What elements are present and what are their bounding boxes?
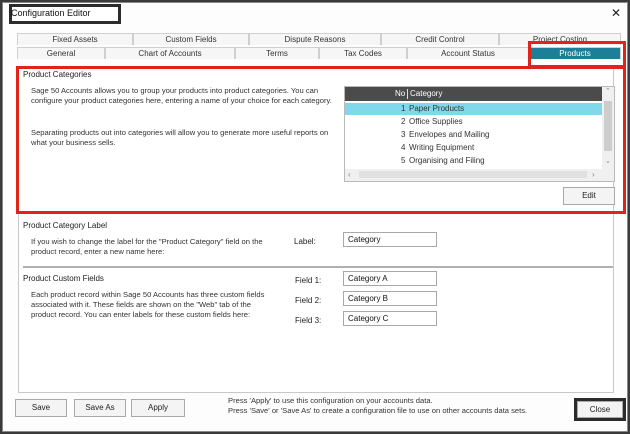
section-divider: [23, 266, 613, 268]
tab-account-status[interactable]: Account Status: [407, 47, 529, 59]
tab-products[interactable]: Products: [529, 47, 621, 59]
tab-general[interactable]: General: [17, 47, 105, 59]
edit-category-button[interactable]: Edit: [563, 187, 615, 205]
column-header-category[interactable]: Category: [410, 89, 443, 98]
window-title: Configuration Editor: [11, 8, 91, 18]
custom-fields-description: Each product record within Sage 50 Accounts has three custom fields associated with it. These fields are shown on the "Web" tab of the product record. You can enter labels for these custom fields here:: [31, 290, 265, 319]
row-number: 2: [401, 117, 406, 126]
field-1-label: Field 1:: [295, 276, 322, 285]
column-header-no[interactable]: No: [395, 89, 406, 98]
row-number: 3: [401, 130, 406, 139]
product-categories-description: Sage 50 Accounts allows you to group your products into product categories. You can configure your product categories here, entering a name of your choice for each category.: [31, 86, 332, 105]
row-number: 5: [401, 156, 406, 165]
field-2-label: Field 2:: [295, 296, 322, 305]
footer-note-apply: Press 'Apply' to use this configuration on your accounts data.: [228, 396, 433, 405]
row-category-name: Organising and Filing: [409, 156, 485, 165]
close-window-icon[interactable]: ✕: [610, 6, 621, 20]
scroll-up-icon[interactable]: ⌃: [605, 88, 611, 95]
label-field-label: Label:: [294, 237, 316, 246]
product-categories-description-2: Separating products out into categories will allow you to generate more useful reports on what your business sells.: [31, 128, 329, 147]
save-button[interactable]: Save: [15, 399, 67, 417]
products-tab-highlight: [528, 41, 626, 68]
field-3-input[interactable]: Category C: [343, 311, 437, 326]
tab-terms[interactable]: Terms: [235, 47, 319, 59]
scroll-right-icon[interactable]: ›: [592, 170, 595, 179]
tab-dispute-reasons[interactable]: Dispute Reasons: [249, 33, 381, 45]
field-2-input[interactable]: Category B: [343, 291, 437, 306]
row-category-name: Writing Equipment: [409, 143, 475, 152]
category-label-description: If you wish to change the label for the "Product Category" field on the product record, enter a new name here:: [31, 237, 263, 256]
categories-highlight: [16, 66, 626, 214]
close-button-highlight: [574, 398, 626, 421]
apply-button[interactable]: Apply: [131, 399, 185, 417]
tab-fixed-assets[interactable]: Fixed Assets: [17, 33, 133, 45]
close-button[interactable]: Close: [577, 401, 623, 418]
title-bar: [3, 3, 627, 25]
field-3-label: Field 3:: [295, 316, 322, 325]
tab-tax-codes[interactable]: Tax Codes: [319, 47, 407, 59]
scroll-left-icon[interactable]: ‹: [348, 170, 351, 179]
tab-chart-of-accounts[interactable]: Chart of Accounts: [105, 47, 235, 59]
scroll-down-icon[interactable]: ⌄: [605, 158, 611, 165]
tab-custom-fields[interactable]: Custom Fields: [133, 33, 249, 45]
product-categories-title: Product Categories: [23, 70, 92, 79]
category-label-title: Product Category Label: [23, 221, 108, 230]
footer-note-save: Press 'Save' or 'Save As' to create a configuration file to use on other accounts data sets.: [228, 406, 528, 415]
custom-fields-title: Product Custom Fields: [23, 274, 104, 283]
row-category-name: Envelopes and Mailing: [409, 130, 490, 139]
tab-project-costing[interactable]: Project Costing: [499, 33, 621, 45]
row-number: 1: [401, 104, 406, 113]
configuration-editor-window: [2, 2, 628, 432]
category-label-input[interactable]: Category: [343, 232, 437, 247]
save-as-button[interactable]: Save As: [74, 399, 126, 417]
row-category-name: Paper Products: [409, 104, 465, 113]
tab-credit-control[interactable]: Credit Control: [381, 33, 499, 45]
row-number: 4: [401, 143, 406, 152]
field-1-input[interactable]: Category A: [343, 271, 437, 286]
row-category-name: Office Supplies: [409, 117, 463, 126]
